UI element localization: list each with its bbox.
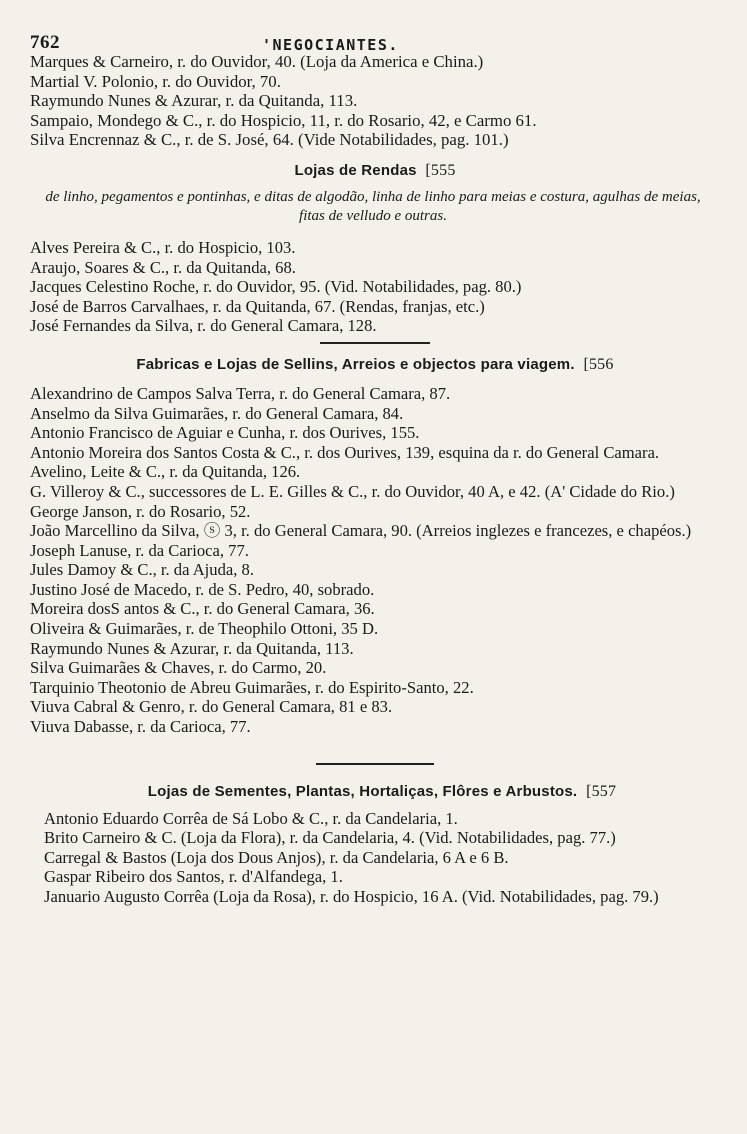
list-item: George Janson, r. do Rosario, 52. [30, 501, 251, 521]
directory-page [30, 28, 720, 907]
list-item: Araujo, Soares & C., r. da Quitanda, 68. [30, 257, 296, 277]
section-sellins-arreios [30, 356, 720, 765]
list-item: Silva Encrennaz & C., r. de S. José, 64. (Vide Notabilidades, pag. 101.) [30, 130, 509, 150]
list-item: Moreira dosS antos & C., r. do General Camara, 36. [30, 599, 375, 619]
list-item: Joseph Lanuse, r. da Carioca, 77. [30, 540, 249, 560]
section-code: [557 [586, 782, 617, 800]
list-item: Raymundo Nunes & Azurar, r. da Quitanda, 113. [30, 91, 358, 111]
section-sementes-plantas [30, 783, 720, 907]
running-title: 'NEGOCIANTES. [262, 36, 399, 54]
list-item: Jules Damoy & C., r. da Ajuda, 8. [30, 560, 254, 580]
top-entries [30, 52, 720, 150]
list-item: Gaspar Ribeiro dos Santos, r. d'Alfandega, 1. [44, 867, 343, 887]
list-item: José Fernandes da Silva, r. do General Camara, 128. [30, 316, 377, 336]
section-heading [44, 783, 720, 801]
list-item: G. Villeroy & C., successores de L. E. Gilles & C., r. do Ouvidor, 40 A, e 42. (A' Cidade do Rio.) [30, 481, 675, 501]
list-item: Marques & Carneiro, r. do Ouvidor, 40. (Loja da America e China.) [30, 52, 484, 71]
list-item: Brito Carneiro & C. (Loja da Flora), r. da Candelaria, 4. (Vid. Notabilidades, pag. 77.) [44, 828, 616, 848]
list-item: Alves Pereira & C., r. do Hospicio, 103. [30, 237, 296, 257]
list-item: João Marcellino da Silva, ⓢ 3, r. do General Camara, 90. (Arreios inglezes e francezes, e chapéos.) [30, 521, 692, 541]
section-heading [30, 162, 720, 180]
section-divider [320, 342, 430, 344]
list-item: Martial V. Polonio, r. do Ouvidor, 70. [30, 71, 281, 91]
list-item: Januario Augusto Corrêa (Loja da Rosa), r. do Hospicio, 16 A. (Vid. Notabilidades, pag. 79.) [44, 887, 659, 906]
list-item: Raymundo Nunes & Azurar, r. da Quitanda, 113. [30, 638, 354, 658]
list-item: Antonio Eduardo Corrêa de Sá Lobo & C., r. da Candelaria, 1. [44, 808, 458, 828]
page-header [30, 28, 720, 52]
section-title: Fabricas e Lojas de Sellins, Arreios e objectos para viagem. [136, 355, 575, 373]
list-item: Anselmo da Silva Guimarães, r. do General Camara, 84. [30, 403, 404, 423]
section-lojas-de-rendas [30, 162, 720, 344]
section-code: [555 [425, 161, 456, 179]
list-item: Antonio Francisco de Aguiar e Cunha, r. dos Ourives, 155. [30, 423, 420, 443]
list-item: Viuva Cabral & Genro, r. do General Camara, 81 e 83. [30, 697, 393, 717]
list-item: Avelino, Leite & C., r. da Quitanda, 126. [30, 462, 301, 482]
list-item: Tarquinio Theotonio de Abreu Guimarães, r. do Espirito-Santo, 22. [30, 677, 474, 697]
section-heading [30, 356, 720, 374]
section-divider [316, 763, 434, 765]
list-item: Alexandrino de Campos Salva Terra, r. do General Camara, 87. [30, 383, 451, 403]
list-item: Oliveira & Guimarães, r. de Theophilo Ottoni, 35 D. [30, 619, 379, 639]
list-item: Justino José de Macedo, r. de S. Pedro, 40, sobrado. [30, 579, 375, 599]
list-item: Antonio Moreira dos Santos Costa & C., r. dos Ourives, 139, esquina da r. do General Camara. [30, 442, 660, 462]
list-item: Sampaio, Mondego & C., r. do Hospicio, 11, r. do Rosario, 42, e Carmo 61. [30, 110, 537, 130]
list-item: Silva Guimarães & Chaves, r. do Carmo, 20. [30, 658, 327, 678]
section-title: Lojas de Rendas [294, 161, 417, 179]
list-item: José de Barros Carvalhaes, r. da Quitanda, 67. (Rendas, franjas, etc.) [30, 296, 485, 316]
list-item: Jacques Celestino Roche, r. do Ouvidor, 95. (Vid. Notabilidades, pag. 80.) [30, 277, 522, 297]
section-title: Lojas de Sementes, Plantas, Hortaliças, Flôres e Arbustos. [147, 782, 578, 800]
list-item: Viuva Dabasse, r. da Carioca, 77. [30, 717, 251, 737]
section-code: [556 [583, 355, 614, 373]
section-subtitle: de linho, pegamentos e pontinhas, e ditas de algodão, linha de linho para meias e costura, agulhas de meias, fitas de velludo e outras. [45, 188, 701, 224]
list-item: Carregal & Bastos (Loja dos Dous Anjos), r. da Candelaria, 6 A e 6 B. [44, 847, 509, 867]
page-number: 762 [30, 32, 60, 53]
